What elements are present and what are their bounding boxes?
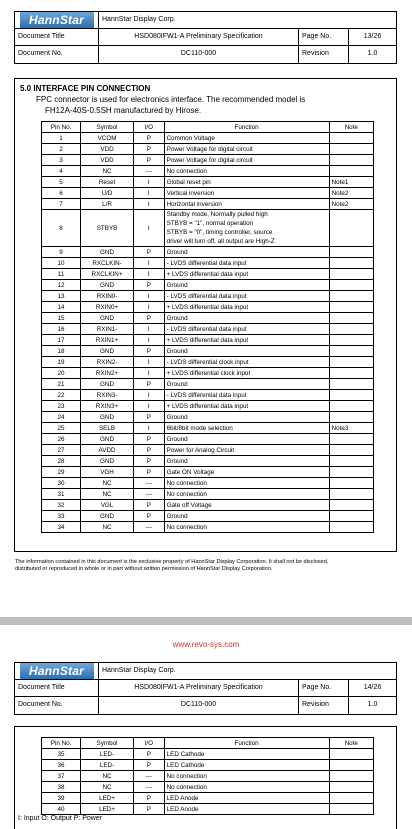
cell-note — [329, 445, 373, 456]
cell-symbol: GND — [81, 313, 134, 324]
cell-note: Note1 — [329, 177, 373, 188]
cell-symbol: GND — [81, 280, 134, 291]
column-header-note: Note — [329, 122, 373, 133]
table-row — [42, 166, 374, 177]
footer-line-2: distributed or reproduced in whole or in part without written permission of HannStar Display Corporation. — [15, 566, 273, 572]
cell-pin-no: 38 — [42, 782, 81, 793]
cell-note — [329, 247, 373, 258]
column-header-note: Note — [329, 738, 373, 749]
cell-function — [164, 210, 329, 247]
header-row-title — [15, 679, 396, 696]
cell-function: - LVDS differential data input — [164, 258, 329, 269]
table-row — [42, 155, 374, 166]
cell-pin-no: 36 — [42, 760, 81, 771]
table-row — [42, 412, 374, 423]
pin-table — [41, 121, 374, 533]
cell-note — [329, 511, 373, 522]
cell-symbol: GND — [81, 379, 134, 390]
cell-symbol: VGH — [81, 467, 134, 478]
cell-symbol: NC — [81, 478, 134, 489]
cell-pin-no: 13 — [42, 291, 81, 302]
cell-function: Global reset pin — [164, 177, 329, 188]
cell-pin-no: 15 — [42, 313, 81, 324]
cell-note — [329, 346, 373, 357]
table-row — [42, 489, 374, 500]
logo — [15, 663, 98, 679]
doc-no: DC110-000 — [98, 46, 298, 63]
doc-title-label: Document Title — [18, 684, 65, 691]
cell-io: --- — [133, 478, 164, 489]
cell-symbol: GND — [81, 511, 134, 522]
cell-note: Note2 — [329, 188, 373, 199]
cell-io: I — [133, 210, 164, 247]
cell-symbol: RXIN0+ — [81, 302, 134, 313]
cell-function: LED Cathode — [164, 760, 329, 771]
column-header-symbol: Symbol — [81, 122, 134, 133]
column-header-symbol: Symbol — [81, 738, 134, 749]
table-row — [42, 390, 374, 401]
doc-title: HSD080IFW1-A Preliminary Specification — [98, 29, 298, 45]
cell-function: - LVDS differential data input — [164, 324, 329, 335]
watermark-url: www.revo-sys.com — [172, 640, 240, 649]
cell-pin-no: 19 — [42, 357, 81, 368]
table-row — [42, 760, 374, 771]
cell-function: + LVDS differential data input — [164, 302, 329, 313]
cell-pin-no: 31 — [42, 489, 81, 500]
header-row-docno — [15, 45, 396, 63]
cell-function-line: Standby mode, Normally pulled high — [166, 211, 268, 218]
cell-function-line: driver will turn off, all output are High-Z — [166, 238, 275, 245]
cell-io: P — [133, 280, 164, 291]
header-row-docno — [15, 696, 396, 714]
cell-pin-no: 39 — [42, 793, 81, 804]
cell-symbol: GND — [81, 456, 134, 467]
table-row — [42, 302, 374, 313]
table-row — [42, 423, 374, 434]
cell-io: --- — [133, 782, 164, 793]
cell-pin-no: 25 — [42, 423, 81, 434]
cell-function: No connection — [164, 771, 329, 782]
page-no: 14/26 — [348, 680, 396, 696]
hannstar-logo: HannStar — [20, 12, 94, 28]
cell-io: P — [133, 144, 164, 155]
table-row — [42, 368, 374, 379]
cell-note — [329, 357, 373, 368]
cell-io: I — [133, 199, 164, 210]
footer-line-1: The information contained in this document is the exclusive property of HannStar Display Corporation. It shall not be disclosed, — [15, 559, 329, 565]
cell-function: Ground — [164, 247, 329, 258]
cell-note — [329, 522, 373, 533]
cell-io: P — [133, 313, 164, 324]
table-row — [42, 434, 374, 445]
column-header-pin-no: Pin No. — [42, 738, 81, 749]
cell-io: P — [133, 500, 164, 511]
table-row — [42, 133, 374, 144]
cell-note — [329, 258, 373, 269]
cell-io: I — [133, 291, 164, 302]
company-name: HannStar Display Corp. — [98, 12, 396, 28]
cell-function: Power Voltage for digital circuit — [164, 155, 329, 166]
page-no-label: Page No. — [298, 680, 348, 696]
cell-symbol: U/D — [81, 188, 134, 199]
company-name: HannStar Display Corp. — [98, 663, 396, 679]
cell-symbol: Reset — [81, 177, 134, 188]
cell-pin-no: 26 — [42, 434, 81, 445]
table-row — [42, 291, 374, 302]
cell-symbol: NC — [81, 489, 134, 500]
cell-symbol: RXIN1- — [81, 324, 134, 335]
table-row — [42, 401, 374, 412]
revision: 1.0 — [348, 697, 396, 714]
cell-symbol: VCOM — [81, 133, 134, 144]
cell-note — [329, 500, 373, 511]
cell-io: I — [133, 269, 164, 280]
table-row — [42, 456, 374, 467]
cell-note — [329, 760, 373, 771]
cell-io: I — [133, 188, 164, 199]
cell-io: P — [133, 793, 164, 804]
cell-function: Gate off Voltage — [164, 500, 329, 511]
cell-function: Vertical inversion — [164, 188, 329, 199]
table-row — [42, 478, 374, 489]
cell-note — [329, 291, 373, 302]
cell-pin-no: 24 — [42, 412, 81, 423]
intro-line-1: FPC connector is used for electronics interface. The recommended model is — [36, 95, 306, 104]
cell-symbol: LED+ — [81, 793, 134, 804]
logo — [15, 12, 98, 28]
cell-function: + LVDS differential data input — [164, 269, 329, 280]
cell-symbol: NC — [81, 522, 134, 533]
cell-function: No connection — [164, 489, 329, 500]
cell-io: --- — [133, 522, 164, 533]
cell-io: I — [133, 423, 164, 434]
page-no: 13/26 — [348, 29, 396, 45]
cell-note — [329, 155, 373, 166]
cell-io: P — [133, 445, 164, 456]
cell-pin-no: 23 — [42, 401, 81, 412]
cell-pin-no: 40 — [42, 804, 81, 815]
cell-io: P — [133, 155, 164, 166]
cell-function: + LVDS differential data input — [164, 335, 329, 346]
cell-symbol: L/R — [81, 199, 134, 210]
cell-io: P — [133, 456, 164, 467]
cell-function: LED Anode — [164, 793, 329, 804]
cell-symbol: LED- — [81, 749, 134, 760]
cell-symbol: GND — [81, 247, 134, 258]
cell-function: - LVDS differential data input — [164, 390, 329, 401]
cell-note — [329, 335, 373, 346]
table-row — [42, 793, 374, 804]
cell-note — [329, 804, 373, 815]
cell-note — [329, 412, 373, 423]
cell-pin-no: 30 — [42, 478, 81, 489]
table-row — [42, 346, 374, 357]
table-row — [42, 258, 374, 269]
cell-symbol: NC — [81, 166, 134, 177]
table-row — [42, 749, 374, 760]
cell-symbol: RXIN3+ — [81, 401, 134, 412]
table-row — [42, 500, 374, 511]
page2-body — [14, 726, 397, 829]
cell-io: I — [133, 335, 164, 346]
cell-note — [329, 467, 373, 478]
cell-symbol: RXIN0- — [81, 291, 134, 302]
cell-pin-no: 27 — [42, 445, 81, 456]
cell-io: I — [133, 368, 164, 379]
cell-symbol: GND — [81, 412, 134, 423]
cell-function: Ground — [164, 379, 329, 390]
cell-pin-no: 11 — [42, 269, 81, 280]
table-row — [42, 269, 374, 280]
cell-function: Power for Analog Circuit — [164, 445, 329, 456]
table-row — [42, 782, 374, 793]
cell-symbol: NC — [81, 771, 134, 782]
cell-pin-no: 1 — [42, 133, 81, 144]
cell-io: I — [133, 324, 164, 335]
cell-function: Ground — [164, 280, 329, 291]
cell-io: --- — [133, 771, 164, 782]
pin-table-continued — [41, 737, 374, 815]
cell-io: P — [133, 434, 164, 445]
cell-note — [329, 390, 373, 401]
page-separator — [0, 617, 412, 625]
cell-io: I — [133, 258, 164, 269]
table-row — [42, 522, 374, 533]
doc-no-label: Document No. — [18, 50, 63, 57]
column-header-function: Function — [164, 122, 329, 133]
cell-note — [329, 478, 373, 489]
cell-io: P — [133, 760, 164, 771]
io-legend: I: Input O: Output P: Power — [18, 815, 103, 822]
table-row — [42, 199, 374, 210]
cell-function: Gate ON Voltage — [164, 467, 329, 478]
doc-no: DC110-000 — [98, 697, 298, 714]
cell-io: P — [133, 346, 164, 357]
cell-io: I — [133, 177, 164, 188]
hannstar-logo: HannStar — [20, 663, 94, 679]
cell-pin-no: 22 — [42, 390, 81, 401]
cell-note — [329, 771, 373, 782]
cell-function: No connection — [164, 478, 329, 489]
table-row — [42, 324, 374, 335]
table-row — [42, 280, 374, 291]
cell-note — [329, 489, 373, 500]
cell-function: + LVDS differential data input — [164, 401, 329, 412]
cell-symbol: RXIN2+ — [81, 368, 134, 379]
cell-symbol: GND — [81, 346, 134, 357]
table-header-row — [42, 122, 374, 133]
cell-symbol: SELB — [81, 423, 134, 434]
cell-note — [329, 269, 373, 280]
cell-io: P — [133, 133, 164, 144]
cell-io: P — [133, 511, 164, 522]
cell-pin-no: 37 — [42, 771, 81, 782]
cell-pin-no: 10 — [42, 258, 81, 269]
column-header-io: I/O — [133, 738, 164, 749]
cell-pin-no: 21 — [42, 379, 81, 390]
cell-note — [329, 368, 373, 379]
cell-pin-no: 32 — [42, 500, 81, 511]
table-row — [42, 357, 374, 368]
table-row — [42, 144, 374, 155]
page-no-label: Page No. — [298, 29, 348, 45]
cell-function-line: STBYB = "0", timing controller, source — [166, 229, 273, 236]
cell-note — [329, 133, 373, 144]
cell-note — [329, 401, 373, 412]
cell-function: Ground — [164, 434, 329, 445]
cell-symbol: STBYB — [81, 210, 134, 247]
table-row — [42, 335, 374, 346]
cell-pin-no: 16 — [42, 324, 81, 335]
table-row — [42, 771, 374, 782]
cell-io: I — [133, 357, 164, 368]
table-row — [42, 313, 374, 324]
cell-io: I — [133, 390, 164, 401]
header-row-title — [15, 28, 396, 45]
cell-function: No connection — [164, 522, 329, 533]
cell-note — [329, 144, 373, 155]
cell-note — [329, 166, 373, 177]
cell-io: P — [133, 412, 164, 423]
cell-symbol: LED- — [81, 760, 134, 771]
cell-function: LED Anode — [164, 804, 329, 815]
table-row — [42, 177, 374, 188]
doc-no-label: Document No. — [18, 701, 63, 708]
cell-note — [329, 210, 373, 247]
cell-note: Note2 — [329, 199, 373, 210]
cell-symbol: RXCLKIN- — [81, 258, 134, 269]
cell-pin-no: 33 — [42, 511, 81, 522]
table-row — [42, 445, 374, 456]
cell-symbol: LED+ — [81, 804, 134, 815]
cell-function: LED Cathode — [164, 749, 329, 760]
cell-symbol: RXIN2- — [81, 357, 134, 368]
table-row — [42, 188, 374, 199]
cell-io: I — [133, 401, 164, 412]
column-header-io: I/O — [133, 122, 164, 133]
cell-pin-no: 7 — [42, 199, 81, 210]
cell-pin-no: 20 — [42, 368, 81, 379]
cell-function: Ground — [164, 456, 329, 467]
cell-pin-no: 4 — [42, 166, 81, 177]
cell-function: Ground — [164, 313, 329, 324]
cell-symbol: VDD — [81, 155, 134, 166]
cell-pin-no: 18 — [42, 346, 81, 357]
table-row — [42, 210, 374, 247]
cell-note — [329, 313, 373, 324]
cell-pin-no: 29 — [42, 467, 81, 478]
table-row — [42, 511, 374, 522]
table-row — [42, 804, 374, 815]
cell-function: Ground — [164, 346, 329, 357]
cell-symbol: VDD — [81, 144, 134, 155]
revision-label: Revision — [298, 697, 348, 714]
column-header-pin-no: Pin No. — [42, 122, 81, 133]
cell-pin-no: 6 — [42, 188, 81, 199]
table-row — [42, 247, 374, 258]
cell-note — [329, 434, 373, 445]
cell-note — [329, 782, 373, 793]
cell-pin-no: 2 — [42, 144, 81, 155]
cell-io: P — [133, 749, 164, 760]
table-header-row — [42, 738, 374, 749]
doc-title-label: Document Title — [18, 33, 65, 40]
cell-function: - LVDS differential clock input — [164, 357, 329, 368]
cell-note — [329, 280, 373, 291]
page2-header — [14, 662, 397, 715]
cell-io: P — [133, 804, 164, 815]
cell-function: 6bit/8bit mode selection — [164, 423, 329, 434]
column-header-function: Function — [164, 738, 329, 749]
cell-function-line: STBYB = "1", normal operation — [166, 220, 254, 227]
cell-function: Horizontal inversion — [164, 199, 329, 210]
header-row-company — [15, 12, 396, 28]
cell-note — [329, 793, 373, 804]
cell-function: Ground — [164, 412, 329, 423]
intro-line-2: FH12A-40S-0.5SH manufactured by Hirose. — [45, 106, 202, 115]
cell-symbol: NC — [81, 782, 134, 793]
cell-note — [329, 302, 373, 313]
cell-function: No connection — [164, 166, 329, 177]
table-row — [42, 467, 374, 478]
cell-note — [329, 749, 373, 760]
cell-pin-no: 8 — [42, 210, 81, 247]
cell-function: - LVDS differential data input — [164, 291, 329, 302]
cell-pin-no: 12 — [42, 280, 81, 291]
cell-io: --- — [133, 166, 164, 177]
cell-function: No connection — [164, 782, 329, 793]
cell-io: --- — [133, 489, 164, 500]
cell-symbol: GND — [81, 434, 134, 445]
table-row — [42, 379, 374, 390]
revision: 1.0 — [348, 46, 396, 63]
cell-function: + LVDS differential clock input — [164, 368, 329, 379]
page1-header — [14, 11, 397, 64]
cell-pin-no: 34 — [42, 522, 81, 533]
cell-pin-no: 9 — [42, 247, 81, 258]
cell-symbol: RXCLKIN+ — [81, 269, 134, 280]
cell-note — [329, 456, 373, 467]
header-row-company — [15, 663, 396, 679]
cell-note — [329, 324, 373, 335]
cell-function: Ground — [164, 511, 329, 522]
doc-title: HSD080IFW1-A Preliminary Specification — [98, 680, 298, 696]
cell-pin-no: 3 — [42, 155, 81, 166]
cell-function: Power Voltage for digital circuit — [164, 144, 329, 155]
cell-note: Note3 — [329, 423, 373, 434]
cell-io: P — [133, 379, 164, 390]
section-title: 5.0 INTERFACE PIN CONNECTION — [20, 84, 151, 93]
cell-pin-no: 17 — [42, 335, 81, 346]
cell-symbol: AVDD — [81, 445, 134, 456]
page1-body — [14, 78, 397, 552]
cell-symbol: RXIN1+ — [81, 335, 134, 346]
cell-symbol: RXIN3- — [81, 390, 134, 401]
cell-pin-no: 5 — [42, 177, 81, 188]
cell-pin-no: 14 — [42, 302, 81, 313]
cell-io: P — [133, 247, 164, 258]
cell-pin-no: 28 — [42, 456, 81, 467]
cell-note — [329, 379, 373, 390]
cell-function: Common Voltage — [164, 133, 329, 144]
cell-symbol: VGL — [81, 500, 134, 511]
cell-pin-no: 35 — [42, 749, 81, 760]
cell-io: I — [133, 302, 164, 313]
revision-label: Revision — [298, 46, 348, 63]
cell-io: P — [133, 467, 164, 478]
